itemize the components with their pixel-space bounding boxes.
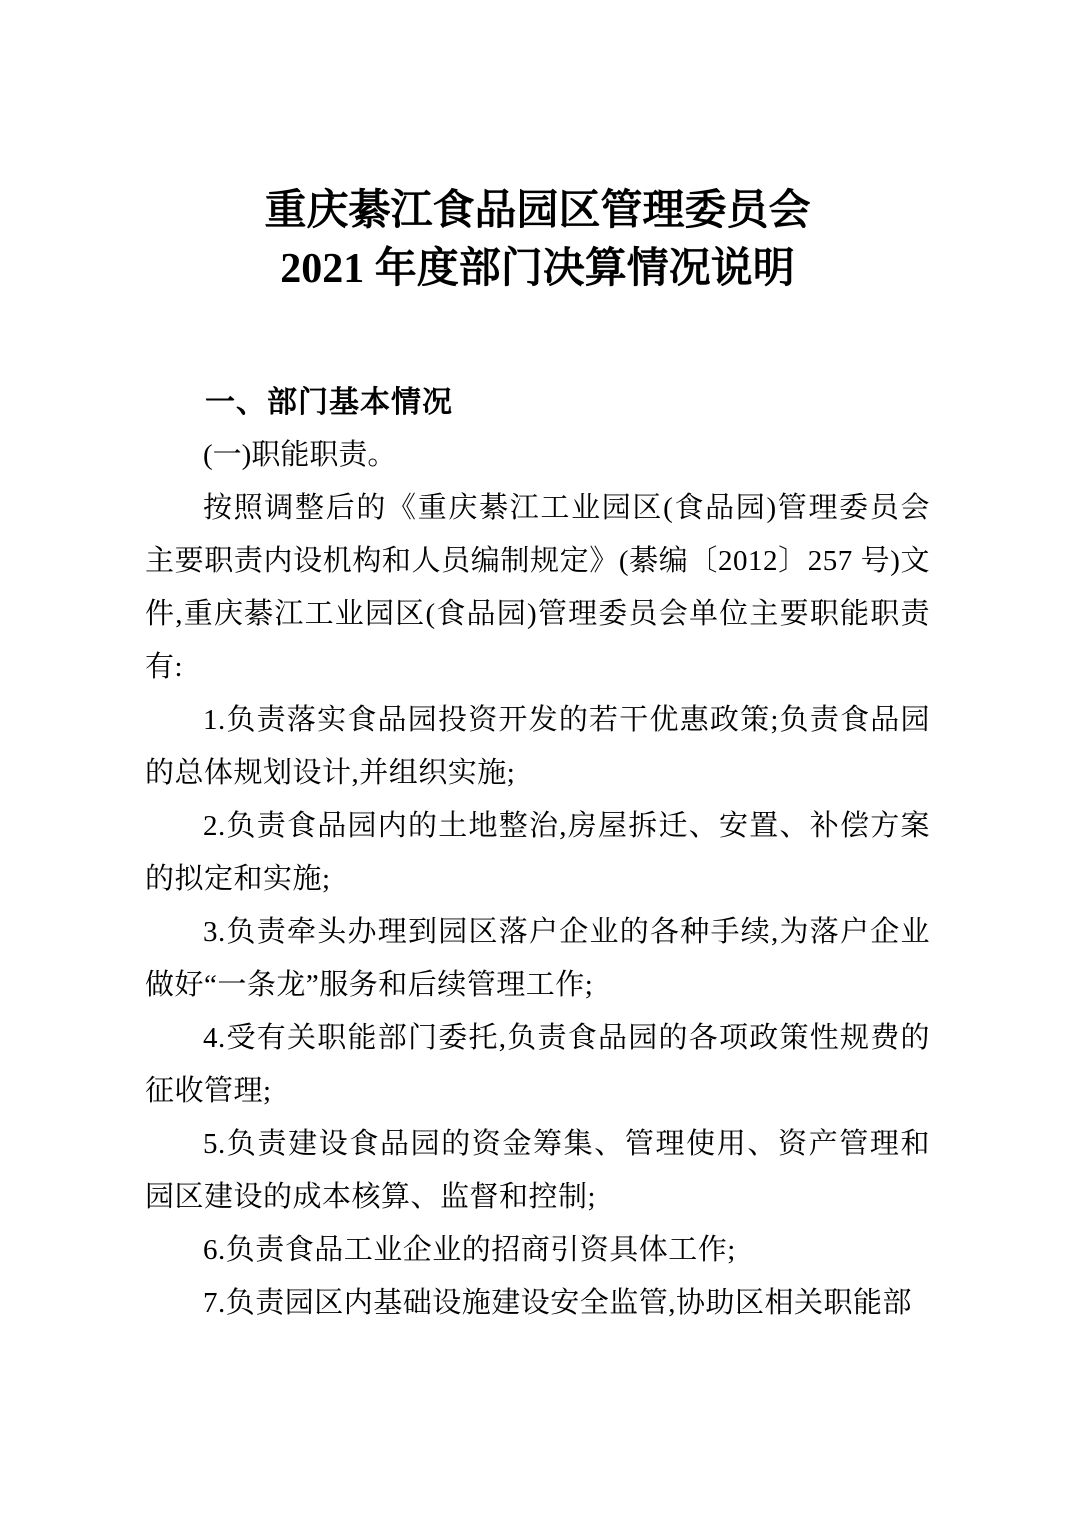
paragraph-duty-7: 7.负责园区内基础设施建设安全监管,协助区相关职能部 <box>203 1287 913 1319</box>
paragraph-duty-1: 1.负责落实食品园投资开发的若干优惠政策;负责食品园的总体规划设计,并组织实施; <box>145 704 930 789</box>
document-title-line1: 重庆綦江食品园区管理委员会 <box>264 188 811 234</box>
document-title <box>145 182 930 298</box>
paragraph-duty-4: 4.受有关职能部门委托,负责食品园的各项政策性规费的征收管理; <box>145 1022 930 1107</box>
paragraph-intro: 按照调整后的《重庆綦江工业园区(食品园)管理委员会主要职责内设机构和人员编制规定》(綦编〔2012〕257 号)文件,重庆綦江工业园区(食品园)管理委员会单位主要职能职责有: <box>145 492 930 683</box>
document-title-line2: 2021 年度部门决算情况说明 <box>280 246 795 292</box>
section-heading-basic-info: 一、部门基本情况 <box>205 386 453 419</box>
paragraph-duty-5: 5.负责建设食品园的资金筹集、管理使用、资产管理和园区建设的成本核算、监督和控制; <box>145 1128 930 1213</box>
subsection-heading-duties: (一)职能职责。 <box>203 439 397 471</box>
paragraph-duty-2: 2.负责食品园内的土地整治,房屋拆迁、安置、补偿方案的拟定和实施; <box>145 810 930 895</box>
paragraph-duty-3: 3.负责牵头办理到园区落户企业的各种手续,为落户企业做好“一条龙”服务和后续管理工作; <box>145 916 930 1001</box>
paragraph-duty-6: 6.负责食品工业企业的招商引资具体工作; <box>203 1234 736 1266</box>
